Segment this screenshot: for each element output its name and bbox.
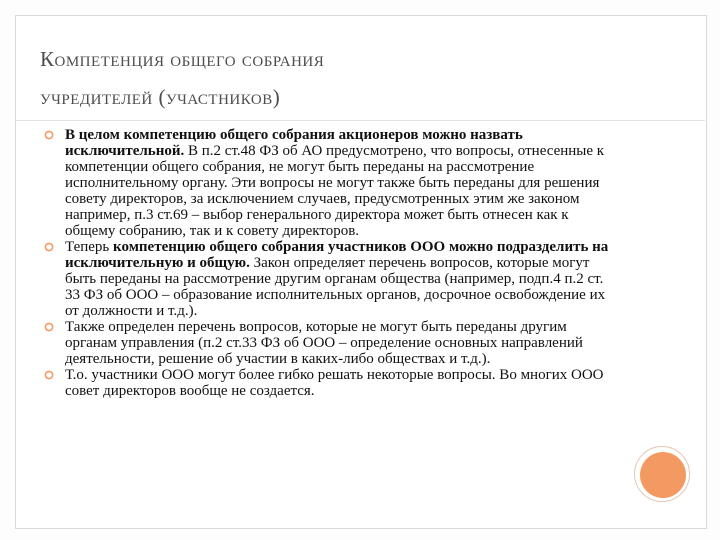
item-text: В п.2 ст.48 ФЗ об АО предусмотрено, что вопросы, отнесенные к компетенции общего собрания, не могут быть переданы на рассмотрение исполнительному органу. Эти вопросы не могут также быть переданы для решения совету директоров, за исключением случаев, предусмотренных этим же законом например, п.3 ст.69 – выбор генерального директора может быть отнесен как к общему собранию, так и к совету директоров. (65, 143, 605, 239)
item-text: Также определен перечень вопросов, которые не могут быть переданы другим органам управления (п.2 ст.33 ФЗ об ООО – определение основных направлений деятельности, решение об участии в каких-либо обществах и т.д.). (65, 319, 583, 367)
title-divider (15, 120, 705, 121)
title-line-2: учредителей (участников) (40, 85, 281, 109)
item-text: Закон определяет перечень вопросов, которые могут быть переданы на рассмотрение другим органам общества (например, подп.4 п.2 ст. 33 ФЗ об ООО – образование исполнительных органов, досрочное освобождение их от должности и т.д.). (65, 255, 606, 319)
bullet-list (44, 127, 619, 399)
list-item (44, 367, 619, 399)
decorative-circle (640, 452, 686, 498)
item-pre-text: Теперь (65, 239, 114, 255)
bullet-icon (44, 130, 54, 140)
item-bold-text: В целом компетенцию общего собрания акционеров можно назвать исключительной. (65, 127, 523, 159)
slide-title (40, 40, 660, 116)
item-text: Т.о. участники ООО могут более гибко решать некоторые вопросы. Во многих ООО совет директоров вообще не создается. (65, 367, 604, 399)
list-item (44, 319, 619, 367)
item-bold-text: компетенцию общего собрания участников ООО можно подразделить на исключительную и общую. (65, 239, 609, 271)
bullet-icon (44, 370, 54, 380)
list-item (44, 127, 619, 239)
bullet-icon (44, 322, 54, 332)
title-line-1: Компетенция общего собрания (40, 47, 325, 71)
bullet-icon (44, 242, 54, 252)
list-item (44, 239, 619, 319)
